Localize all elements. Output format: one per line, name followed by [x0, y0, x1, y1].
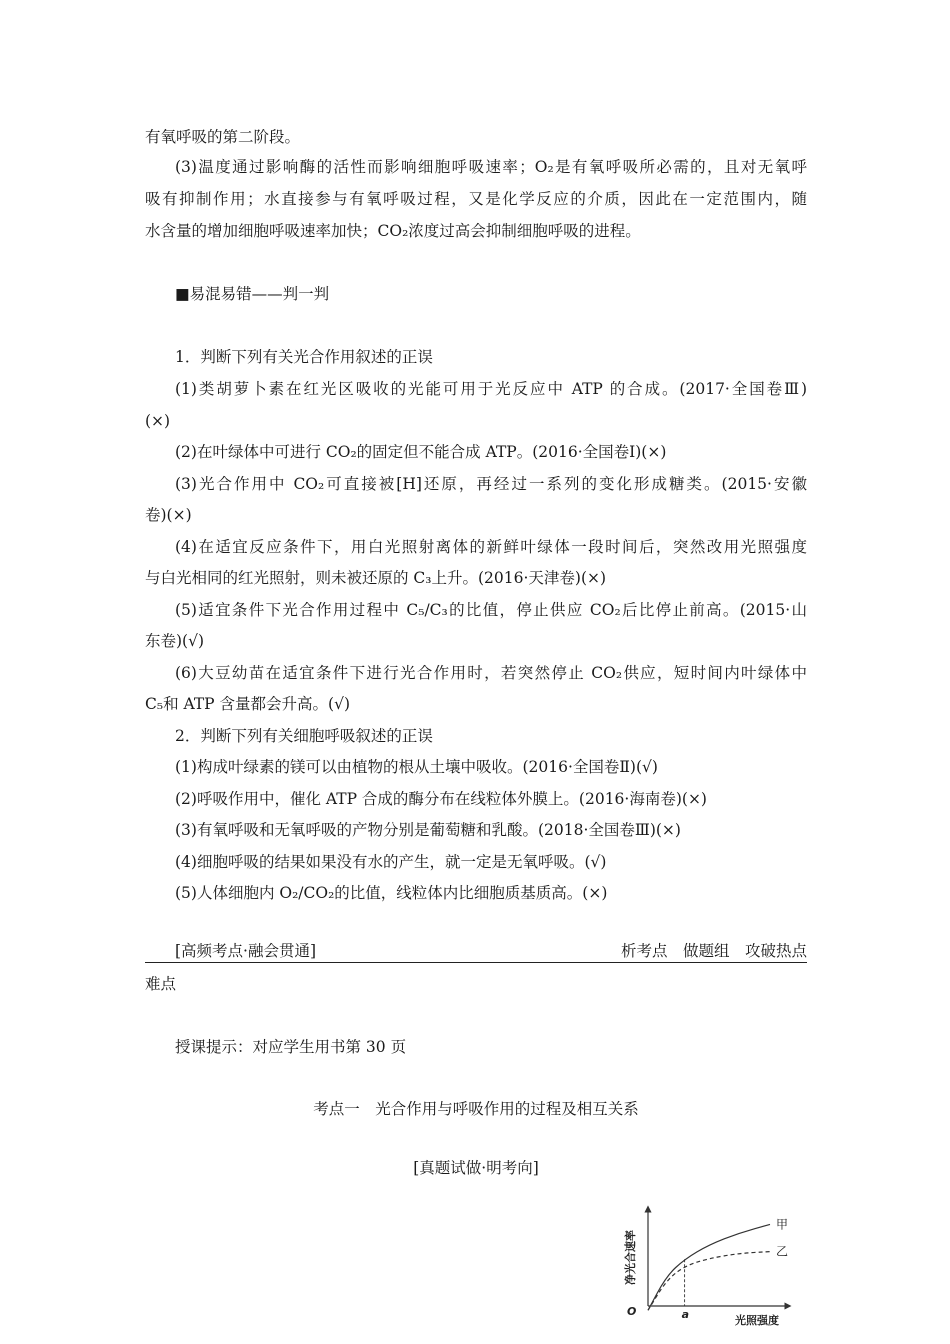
paragraph-line: 吸有抑制作用；水直接参与有氧呼吸过程，又是化学反应的介质，因此在一定范围内，随 [145, 190, 807, 208]
question-item: (6)大豆幼苗在适宜条件下进行光合作用时，若突然停止 CO₂供应，短时间内叶绿体中 [175, 664, 807, 682]
question-item: (1)类胡萝卜素在红光区吸收的光能可用于光反应中 ATP 的合成。(2017·全国卷Ⅲ) [175, 380, 807, 398]
series-label-jia: 甲 [776, 1217, 789, 1232]
question-item: (×) [145, 412, 171, 430]
question-item: (5)人体细胞内 O₂/CO₂的比值，线粒体内比细胞质基质高。(×) [175, 884, 608, 902]
question-item: (1)构成叶绿素的镁可以由植物的根从土壤中吸收。(2016·全国卷Ⅱ)(√) [175, 758, 658, 776]
question-item: (5)适宜条件下光合作用过程中 C₅/C₃的比值，停止供应 CO₂后比停止前高。(2015·山 [175, 601, 807, 619]
x-axis-label: 光照强度 [735, 1314, 779, 1327]
question-item: C₅和 ATP 含量都会升高。(√) [145, 695, 351, 713]
question-title: 1．判断下列有关光合作用叙述的正误 [175, 348, 433, 366]
banner-wrap: 难点 [145, 975, 177, 993]
paragraph-line: 有氧呼吸的第二阶段。 [145, 128, 301, 146]
x-marker-label: a [681, 1308, 690, 1321]
question-item: 卷)(×) [145, 506, 192, 524]
series-label-yi: 乙 [776, 1244, 789, 1259]
subsection-heading: [真题试做·明考向] [413, 1159, 539, 1177]
light-response-chart [617, 1205, 792, 1344]
teaching-tip: 授课提示：对应学生用书第 30 页 [175, 1038, 407, 1056]
series-line-jia [648, 1224, 770, 1310]
question-item: 东卷)(√) [145, 632, 205, 650]
question-item: (2)呼吸作用中，催化 ATP 合成的酶分布在线粒体外膜上。(2016·海南卷)(×) [175, 790, 707, 808]
question-item: (2)在叶绿体中可进行 CO₂的固定但不能合成 ATP。(2016·全国卷Ⅰ)(×) [175, 443, 667, 461]
section-heading: ■易混易错——判一判 [175, 285, 330, 303]
origin-label: O [627, 1305, 637, 1318]
paragraph-line: (3)温度通过影响酶的活性而影响细胞呼吸速率；O₂是有氧呼吸所必需的，且对无氧呼 [175, 158, 807, 176]
question-item: (4)在适宜反应条件下，用白光照射离体的新鲜叶绿体一段时间后，突然改用光照强度 [175, 538, 807, 556]
paragraph-line: 水含量的增加细胞呼吸速率加快；CO₂浓度过高会抑制细胞呼吸的进程。 [145, 222, 641, 240]
question-item: (3)光合作用中 CO₂可直接被[H]还原，再经过一系列的变化形成糖类。(2015·安徽 [175, 475, 807, 493]
y-axis-label: 净光合速率 [624, 1230, 637, 1285]
question-item: 与白光相同的红光照射，则未被还原的 C₃上升。(2016·天津卷)(×) [145, 569, 607, 587]
topic-title: 考点一 光合作用与呼吸作用的过程及相互关系 [313, 1100, 639, 1118]
question-item: (4)细胞呼吸的结果如果没有水的产生，就一定是无氧呼吸。(√) [175, 853, 607, 871]
series-line-yi [648, 1252, 770, 1311]
banner-left: [高频考点·融会贯通] [175, 942, 317, 960]
section-banner [145, 940, 807, 963]
question-item: (3)有氧呼吸和无氧呼吸的产物分别是葡萄糖和乳酸。(2018·全国卷Ⅲ)(×) [175, 821, 681, 839]
question-title: 2．判断下列有关细胞呼吸叙述的正误 [175, 727, 433, 745]
banner-right: 析考点 做题组 攻破热点 [620, 942, 807, 960]
